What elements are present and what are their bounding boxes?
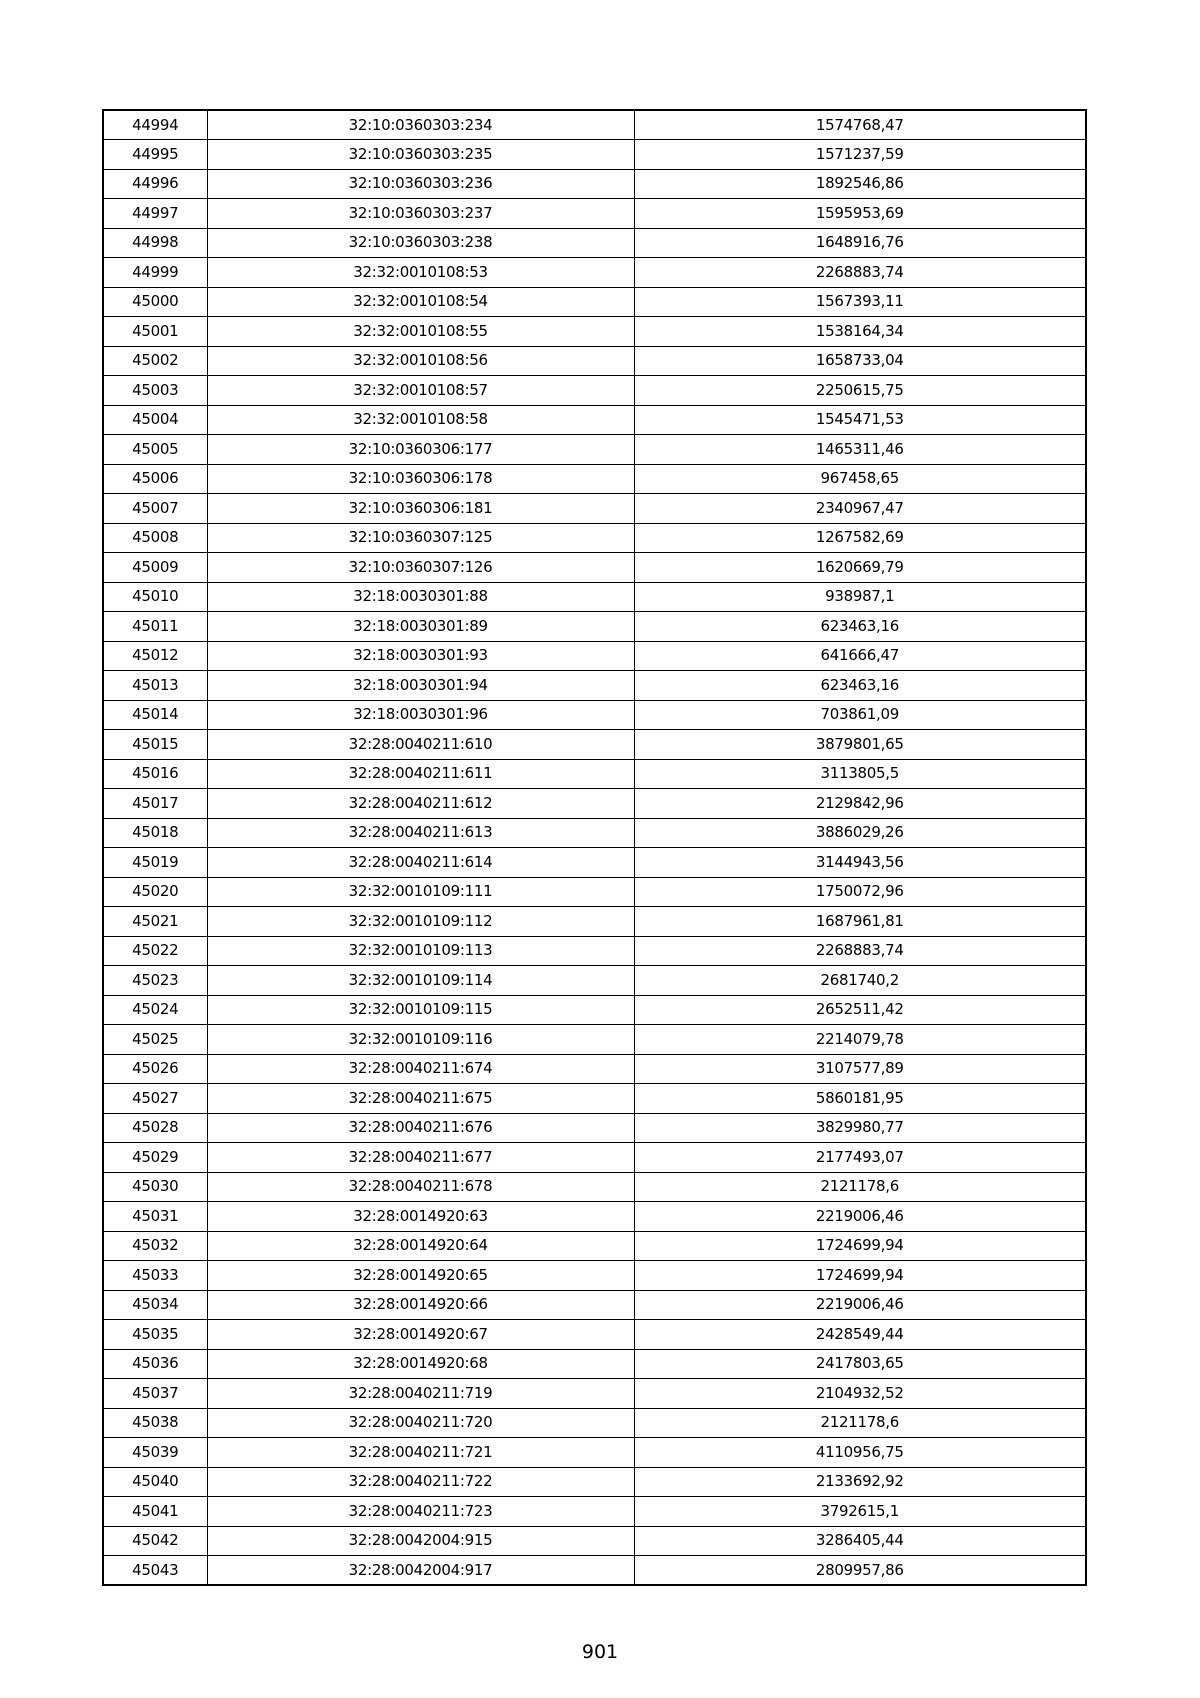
- row-number-cell: 45014: [103, 700, 207, 730]
- cadastral-number-cell: 32:10:0360303:238: [207, 228, 634, 258]
- row-number-cell: 45004: [103, 405, 207, 435]
- cadastral-value-cell: 1567393,11: [634, 287, 1086, 317]
- cadastral-number-cell: 32:28:0014920:65: [207, 1261, 634, 1291]
- table-row: [103, 936, 1086, 966]
- table-row: [103, 1320, 1086, 1350]
- row-number-cell: 45022: [103, 936, 207, 966]
- row-number-cell: 45031: [103, 1202, 207, 1232]
- cadastral-value-cell: 1648916,76: [634, 228, 1086, 258]
- table-row: [103, 435, 1086, 465]
- cadastral-number-cell: 32:10:0360303:235: [207, 140, 634, 170]
- row-number-cell: 45036: [103, 1349, 207, 1379]
- cadastral-number-cell: 32:28:0040211:674: [207, 1054, 634, 1084]
- table-row: [103, 1202, 1086, 1232]
- table-row: [103, 1379, 1086, 1409]
- row-number-cell: 45008: [103, 523, 207, 553]
- row-number-cell: 45019: [103, 848, 207, 878]
- cadastral-number-cell: 32:28:0040211:612: [207, 789, 634, 819]
- row-number-cell: 45037: [103, 1379, 207, 1409]
- cadastral-number-cell: 32:18:0030301:88: [207, 582, 634, 612]
- cadastral-number-cell: 32:32:0010109:112: [207, 907, 634, 937]
- cadastral-number-cell: 32:18:0030301:89: [207, 612, 634, 642]
- table-row: [103, 199, 1086, 229]
- cadastral-number-cell: 32:28:0040211:610: [207, 730, 634, 760]
- table-row: [103, 700, 1086, 730]
- row-number-cell: 45029: [103, 1143, 207, 1173]
- row-number-cell: 45011: [103, 612, 207, 642]
- cadastral-value-cell: 2121178,6: [634, 1408, 1086, 1438]
- cadastral-number-cell: 32:10:0360306:177: [207, 435, 634, 465]
- table-row: [103, 1084, 1086, 1114]
- table-row: [103, 553, 1086, 583]
- cadastral-value-cell: 3886029,26: [634, 818, 1086, 848]
- row-number-cell: 45020: [103, 877, 207, 907]
- row-number-cell: 45001: [103, 317, 207, 347]
- cadastral-value-cell: 1687961,81: [634, 907, 1086, 937]
- table-row: [103, 1438, 1086, 1468]
- cadastral-value-cell: 2129842,96: [634, 789, 1086, 819]
- table-row: [103, 612, 1086, 642]
- cadastral-number-cell: 32:28:0040211:613: [207, 818, 634, 848]
- cadastral-value-cell: 3286405,44: [634, 1526, 1086, 1556]
- cadastral-value-cell: 5860181,95: [634, 1084, 1086, 1114]
- table-row: [103, 759, 1086, 789]
- cadastral-value-cell: 3113805,5: [634, 759, 1086, 789]
- row-number-cell: 45003: [103, 376, 207, 406]
- cadastral-number-cell: 32:28:0040211:614: [207, 848, 634, 878]
- table-row: [103, 582, 1086, 612]
- table-row: [103, 346, 1086, 376]
- row-number-cell: 44995: [103, 140, 207, 170]
- cadastral-number-cell: 32:28:0014920:67: [207, 1320, 634, 1350]
- table-row: [103, 818, 1086, 848]
- cadastral-value-cell: 2177493,07: [634, 1143, 1086, 1173]
- cadastral-value-cell: 2417803,65: [634, 1349, 1086, 1379]
- cadastral-value-cell: 2133692,92: [634, 1467, 1086, 1497]
- cadastral-number-cell: 32:32:0010109:115: [207, 995, 634, 1025]
- table-row: [103, 1172, 1086, 1202]
- table-row: [103, 464, 1086, 494]
- row-number-cell: 45039: [103, 1438, 207, 1468]
- table-row: [103, 789, 1086, 819]
- cadastral-value-cell: 1658733,04: [634, 346, 1086, 376]
- cadastral-value-cell: 2340967,47: [634, 494, 1086, 524]
- cadastral-number-cell: 32:28:0040211:722: [207, 1467, 634, 1497]
- cadastral-number-cell: 32:28:0040211:678: [207, 1172, 634, 1202]
- row-number-cell: 44994: [103, 110, 207, 140]
- table-row: [103, 405, 1086, 435]
- cadastral-number-cell: 32:10:0360307:126: [207, 553, 634, 583]
- table-row: [103, 1467, 1086, 1497]
- cadastral-number-cell: 32:28:0040211:675: [207, 1084, 634, 1114]
- cadastral-value-table: [102, 109, 1087, 1586]
- cadastral-number-cell: 32:28:0042004:915: [207, 1526, 634, 1556]
- cadastral-value-cell: 2214079,78: [634, 1025, 1086, 1055]
- table-body: [103, 110, 1086, 1585]
- row-number-cell: 45013: [103, 671, 207, 701]
- cadastral-value-cell: 3107577,89: [634, 1054, 1086, 1084]
- table-row: [103, 140, 1086, 170]
- table-row: [103, 877, 1086, 907]
- cadastral-value-cell: 2121178,6: [634, 1172, 1086, 1202]
- cadastral-value-cell: 1750072,96: [634, 877, 1086, 907]
- cadastral-number-cell: 32:18:0030301:93: [207, 641, 634, 671]
- row-number-cell: 45026: [103, 1054, 207, 1084]
- cadastral-value-cell: 1595953,69: [634, 199, 1086, 229]
- row-number-cell: 45006: [103, 464, 207, 494]
- table-row: [103, 1113, 1086, 1143]
- cadastral-number-cell: 32:32:0010109:113: [207, 936, 634, 966]
- cadastral-value-cell: 2219006,46: [634, 1290, 1086, 1320]
- cadastral-number-cell: 32:28:0040211:723: [207, 1497, 634, 1527]
- cadastral-value-cell: 2104932,52: [634, 1379, 1086, 1409]
- cadastral-number-cell: 32:10:0360303:236: [207, 169, 634, 199]
- row-number-cell: 45002: [103, 346, 207, 376]
- table-row: [103, 110, 1086, 140]
- cadastral-number-cell: 32:32:0010108:58: [207, 405, 634, 435]
- cadastral-number-cell: 32:28:0042004:917: [207, 1556, 634, 1586]
- row-number-cell: 45005: [103, 435, 207, 465]
- cadastral-value-cell: 1267582,69: [634, 523, 1086, 553]
- row-number-cell: 45010: [103, 582, 207, 612]
- cadastral-number-cell: 32:28:0014920:63: [207, 1202, 634, 1232]
- cadastral-number-cell: 32:28:0040211:611: [207, 759, 634, 789]
- table-row: [103, 1231, 1086, 1261]
- row-number-cell: 45016: [103, 759, 207, 789]
- cadastral-value-cell: 2652511,42: [634, 995, 1086, 1025]
- cadastral-value-cell: 1892546,86: [634, 169, 1086, 199]
- table-row: [103, 1556, 1086, 1586]
- cadastral-number-cell: 32:32:0010109:111: [207, 877, 634, 907]
- row-number-cell: 45042: [103, 1526, 207, 1556]
- row-number-cell: 45028: [103, 1113, 207, 1143]
- table-row: [103, 376, 1086, 406]
- table-row: [103, 228, 1086, 258]
- cadastral-value-cell: 3879801,65: [634, 730, 1086, 760]
- table-row: [103, 1025, 1086, 1055]
- table-row: [103, 1143, 1086, 1173]
- table-row: [103, 523, 1086, 553]
- cadastral-value-cell: 1545471,53: [634, 405, 1086, 435]
- row-number-cell: 45034: [103, 1290, 207, 1320]
- row-number-cell: 45024: [103, 995, 207, 1025]
- table-row: [103, 641, 1086, 671]
- cadastral-value-cell: 1724699,94: [634, 1261, 1086, 1291]
- cadastral-value-cell: 1724699,94: [634, 1231, 1086, 1261]
- table-row: [103, 1349, 1086, 1379]
- row-number-cell: 45021: [103, 907, 207, 937]
- page-number: 901: [581, 1641, 619, 1663]
- cadastral-number-cell: 32:10:0360306:181: [207, 494, 634, 524]
- row-number-cell: 45017: [103, 789, 207, 819]
- cadastral-value-cell: 3144943,56: [634, 848, 1086, 878]
- cadastral-number-cell: 32:32:0010108:54: [207, 287, 634, 317]
- row-number-cell: 45027: [103, 1084, 207, 1114]
- row-number-cell: 45038: [103, 1408, 207, 1438]
- cadastral-value-cell: 2250615,75: [634, 376, 1086, 406]
- cadastral-number-cell: 32:28:0014920:68: [207, 1349, 634, 1379]
- table-row: [103, 1290, 1086, 1320]
- table-row: [103, 317, 1086, 347]
- row-number-cell: 45040: [103, 1467, 207, 1497]
- cadastral-value-cell: 967458,65: [634, 464, 1086, 494]
- table-row: [103, 1497, 1086, 1527]
- cadastral-value-cell: 641666,47: [634, 641, 1086, 671]
- cadastral-number-cell: 32:10:0360303:237: [207, 199, 634, 229]
- cadastral-number-cell: 32:32:0010109:116: [207, 1025, 634, 1055]
- row-number-cell: 44997: [103, 199, 207, 229]
- cadastral-number-cell: 32:32:0010108:53: [207, 258, 634, 288]
- row-number-cell: 45000: [103, 287, 207, 317]
- table-row: [103, 1054, 1086, 1084]
- cadastral-value-cell: 1620669,79: [634, 553, 1086, 583]
- cadastral-number-cell: 32:32:0010108:57: [207, 376, 634, 406]
- cadastral-number-cell: 32:32:0010108:56: [207, 346, 634, 376]
- row-number-cell: 45012: [103, 641, 207, 671]
- cadastral-value-cell: 1465311,46: [634, 435, 1086, 465]
- table-row: [103, 287, 1086, 317]
- row-number-cell: 45030: [103, 1172, 207, 1202]
- cadastral-value-cell: 2268883,74: [634, 258, 1086, 288]
- cadastral-number-cell: 32:32:0010108:55: [207, 317, 634, 347]
- table-row: [103, 169, 1086, 199]
- table-row: [103, 995, 1086, 1025]
- cadastral-value-cell: 2809957,86: [634, 1556, 1086, 1586]
- row-number-cell: 45041: [103, 1497, 207, 1527]
- cadastral-number-cell: 32:28:0040211:721: [207, 1438, 634, 1468]
- cadastral-number-cell: 32:18:0030301:94: [207, 671, 634, 701]
- cadastral-value-cell: 938987,1: [634, 582, 1086, 612]
- table-row: [103, 1408, 1086, 1438]
- cadastral-value-cell: 3829980,77: [634, 1113, 1086, 1143]
- cadastral-value-cell: 703861,09: [634, 700, 1086, 730]
- cadastral-number-cell: 32:28:0040211:719: [207, 1379, 634, 1409]
- cadastral-number-cell: 32:28:0040211:720: [207, 1408, 634, 1438]
- cadastral-number-cell: 32:28:0040211:677: [207, 1143, 634, 1173]
- row-number-cell: 44996: [103, 169, 207, 199]
- row-number-cell: 45007: [103, 494, 207, 524]
- table-row: [103, 671, 1086, 701]
- row-number-cell: 45032: [103, 1231, 207, 1261]
- row-number-cell: 45043: [103, 1556, 207, 1586]
- cadastral-value-cell: 2428549,44: [634, 1320, 1086, 1350]
- cadastral-number-cell: 32:10:0360306:178: [207, 464, 634, 494]
- cadastral-value-cell: 1538164,34: [634, 317, 1086, 347]
- row-number-cell: 45033: [103, 1261, 207, 1291]
- table-row: [103, 848, 1086, 878]
- table-row: [103, 494, 1086, 524]
- cadastral-value-cell: 4110956,75: [634, 1438, 1086, 1468]
- table-row: [103, 730, 1086, 760]
- row-number-cell: 45015: [103, 730, 207, 760]
- cadastral-number-cell: 32:28:0040211:676: [207, 1113, 634, 1143]
- table-row: [103, 1261, 1086, 1291]
- row-number-cell: 45009: [103, 553, 207, 583]
- row-number-cell: 45025: [103, 1025, 207, 1055]
- cadastral-value-cell: 2219006,46: [634, 1202, 1086, 1232]
- row-number-cell: 44998: [103, 228, 207, 258]
- row-number-cell: 45035: [103, 1320, 207, 1350]
- cadastral-value-cell: 2681740,2: [634, 966, 1086, 996]
- cadastral-value-cell: 1571237,59: [634, 140, 1086, 170]
- table-row: [103, 907, 1086, 937]
- cadastral-value-cell: 623463,16: [634, 671, 1086, 701]
- cadastral-value-cell: 1574768,47: [634, 110, 1086, 140]
- cadastral-number-cell: 32:10:0360307:125: [207, 523, 634, 553]
- cadastral-number-cell: 32:10:0360303:234: [207, 110, 634, 140]
- cadastral-value-cell: 3792615,1: [634, 1497, 1086, 1527]
- cadastral-value-cell: 2268883,74: [634, 936, 1086, 966]
- row-number-cell: 44999: [103, 258, 207, 288]
- cadastral-number-cell: 32:28:0014920:64: [207, 1231, 634, 1261]
- table-row: [103, 258, 1086, 288]
- table-row: [103, 966, 1086, 996]
- cadastral-number-cell: 32:28:0014920:66: [207, 1290, 634, 1320]
- cadastral-value-cell: 623463,16: [634, 612, 1086, 642]
- cadastral-number-cell: 32:32:0010109:114: [207, 966, 634, 996]
- table-row: [103, 1526, 1086, 1556]
- row-number-cell: 45023: [103, 966, 207, 996]
- row-number-cell: 45018: [103, 818, 207, 848]
- cadastral-number-cell: 32:18:0030301:96: [207, 700, 634, 730]
